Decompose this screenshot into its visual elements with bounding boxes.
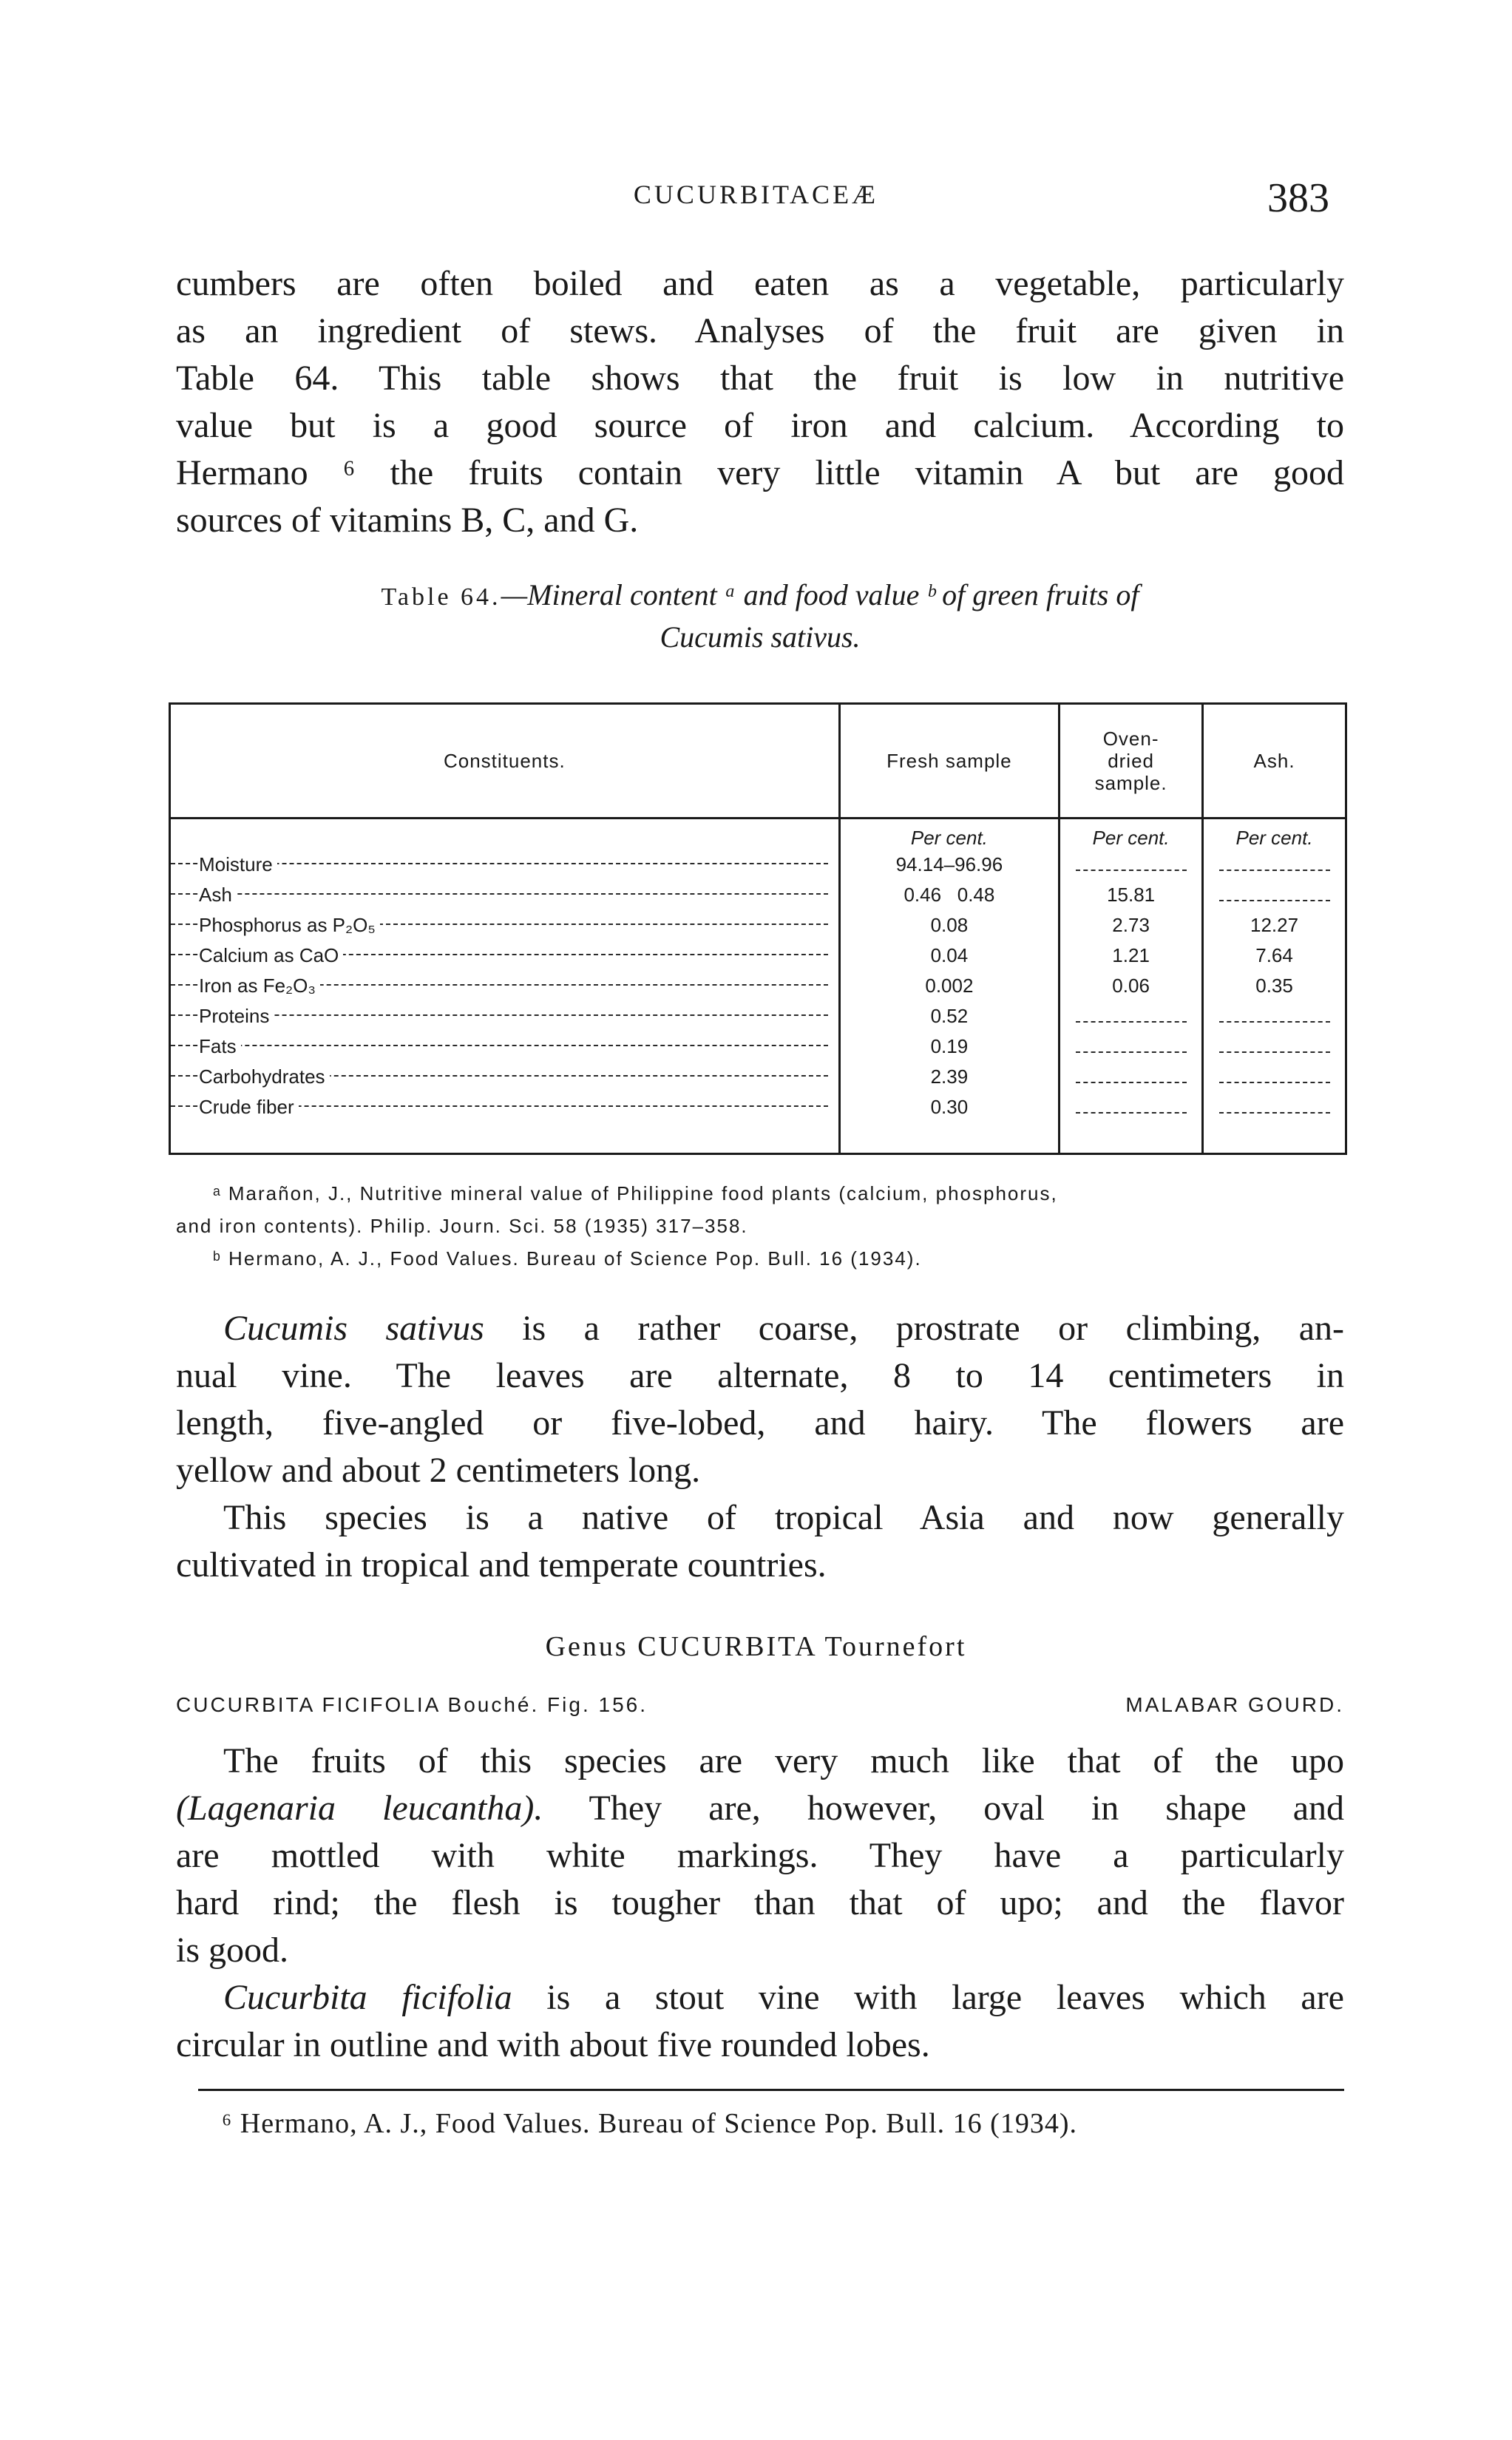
text-line: Cucumis sativus is a rather coarse, prostrate or climbing, an- [223,1309,1344,1348]
text-line: This species is a native of tropical Asia and now generally [223,1498,1344,1537]
table-row [170,910,1346,941]
oven-value-empty [1060,1001,1203,1031]
text-line: nual vine. The leaves are alternate, 8 to 14 centimeters in [176,1356,1344,1395]
caption-species: Cucumis sativus. [660,620,861,654]
row-label: Phosphorus as P₂O₅ [170,910,840,941]
text-line: as an ingredient of stews. Analyses of the fruit are given in [176,311,1344,350]
ash-value-empty [1203,1092,1346,1122]
text-line: Table 64. This table shows that the fruit is low in nutritive [176,359,1344,398]
text-line: sources of vitamins B, C, and G. [176,501,639,540]
oven-value: 2.73 [1060,910,1203,941]
ash-value-empty [1203,1001,1346,1031]
col-header-ash: Ash. [1203,704,1346,819]
row-label: Iron as Fe₂O₃ [170,971,840,1001]
ash-value-empty [1203,1031,1346,1062]
common-name: MALABAR GOURD. [1125,1693,1344,1716]
page-footnote: ⁶ Hermano, A. J., Food Values. Bureau of Science Pop. Bull. 16 (1934). [222,2108,1077,2139]
nutrition-table [169,702,1347,1155]
fresh-value: 0.04 [839,941,1059,971]
caption-text: —Mineral content ᵃ and food value ᵇ of green fruits of [501,578,1139,611]
text-line: cumbers are often boiled and eaten as a vegetable, particularly [176,264,1344,303]
text-line: hard rind; the flesh is tougher than that of upo; and the flavor [176,1883,1344,1922]
oven-value: 0.06 [1060,971,1203,1001]
fresh-value: 0.30 [839,1092,1059,1122]
table-row [170,1001,1346,1031]
table-row [170,850,1346,880]
species-name-heading: CUCURBITA FICIFOLIA Bouché. Fig. 156. [176,1693,648,1716]
oven-value-empty [1060,1062,1203,1092]
page-header [0,174,1512,226]
row-label: Carbohydrates [170,1062,840,1092]
ash-value-empty [1203,850,1346,880]
row-label: Fats [170,1031,840,1062]
species-name: Cucumis sativus [223,1309,484,1348]
table-header-row [170,704,1346,819]
table-row [170,880,1346,910]
footnote-a-continued: and iron contents). Philip. Journ. Sci. 58 (1935) 317–358. [176,1215,748,1237]
genus-heading: Genus CUCURBITA Tournefort [545,1631,967,1662]
fresh-value: 2.39 [839,1062,1059,1092]
oven-value-empty [1060,1031,1203,1062]
text-line: Hermano ⁶ the fruits contain very little vitamin A but are good [176,453,1344,492]
text-line: is good. [176,1931,289,1970]
col-header-constituents: Constituents. [170,704,840,819]
text-line: cultivated in tropical and temperate countries. [176,1545,827,1585]
footnote-b: ᵇ Hermano, A. J., Food Values. Bureau of Science Pop. Bull. 16 (1934). [213,1247,922,1270]
ash-value-empty [1203,1062,1346,1092]
fresh-value: 0.002 [839,971,1059,1001]
species-description [176,1305,1344,1589]
table-caption [176,575,1344,657]
ash-value: 7.64 [1203,941,1346,971]
text-line: circular in outline and with about five rounded lobes. [176,2025,930,2064]
table-footnotes [176,1177,1344,1275]
footnote-a: ᵃ Marañon, J., Nutritive mineral value of Philippine food plants (calcium, phosphorus, [213,1182,1058,1204]
ash-value: 12.27 [1203,910,1346,941]
table-row [170,1092,1346,1122]
col-header-fresh: Fresh sample [839,704,1059,819]
oven-value-empty [1060,850,1203,880]
row-label: Calcium as CaO [170,941,840,971]
oven-value-empty [1060,1092,1203,1122]
fresh-value: 94.14–96.96 [839,850,1059,880]
text-line: length, five-angled or five-lobed, and hairy. The flowers are [176,1403,1344,1443]
text-line: (Lagenaria leucantha). They are, however, oval in shape and [176,1789,1344,1828]
unit-cell: Per cent. [1060,819,1203,850]
fresh-value: 0.08 [839,910,1059,941]
fresh-value: 0.19 [839,1031,1059,1062]
unit-row [170,819,1346,850]
running-head: CUCURBITACEÆ [633,180,879,209]
footnote-rule [198,2089,1344,2091]
table-row [170,1062,1346,1092]
unit-cell [170,819,840,850]
oven-value: 15.81 [1060,880,1203,910]
row-label: Moisture [170,850,840,880]
table-bottom-spacer [170,1122,1346,1154]
text-line: The fruits of this species are very much like that of the upo [223,1741,1344,1780]
unit-cell: Per cent. [839,819,1059,850]
col-header-oven: Oven-dried sample. [1060,704,1203,819]
fresh-value: 0.46 0.48 [839,880,1059,910]
text-line: are mottled with white markings. They have a particularly [176,1836,1344,1875]
table-row [170,941,1346,971]
unit-cell: Per cent. [1203,819,1346,850]
fresh-value: 0.52 [839,1001,1059,1031]
table-row [170,971,1346,1001]
ash-value-empty [1203,880,1346,910]
table-label: Table 64. [381,583,501,611]
table-row [170,1031,1346,1062]
oven-value: 1.21 [1060,941,1203,971]
intro-paragraph [176,260,1344,544]
text-line: value but is a good source of iron and calcium. According to [176,406,1344,445]
ash-value: 0.35 [1203,971,1346,1001]
page-number: 383 [1267,175,1329,221]
text-line: yellow and about 2 centimeters long. [176,1451,701,1490]
row-label: Ash [170,880,840,910]
row-label: Crude fiber [170,1092,840,1122]
row-label: Proteins [170,1001,840,1031]
text-line: Cucurbita ficifolia is a stout vine with large leaves which are [223,1978,1344,2017]
malabar-description [176,1738,1344,2069]
